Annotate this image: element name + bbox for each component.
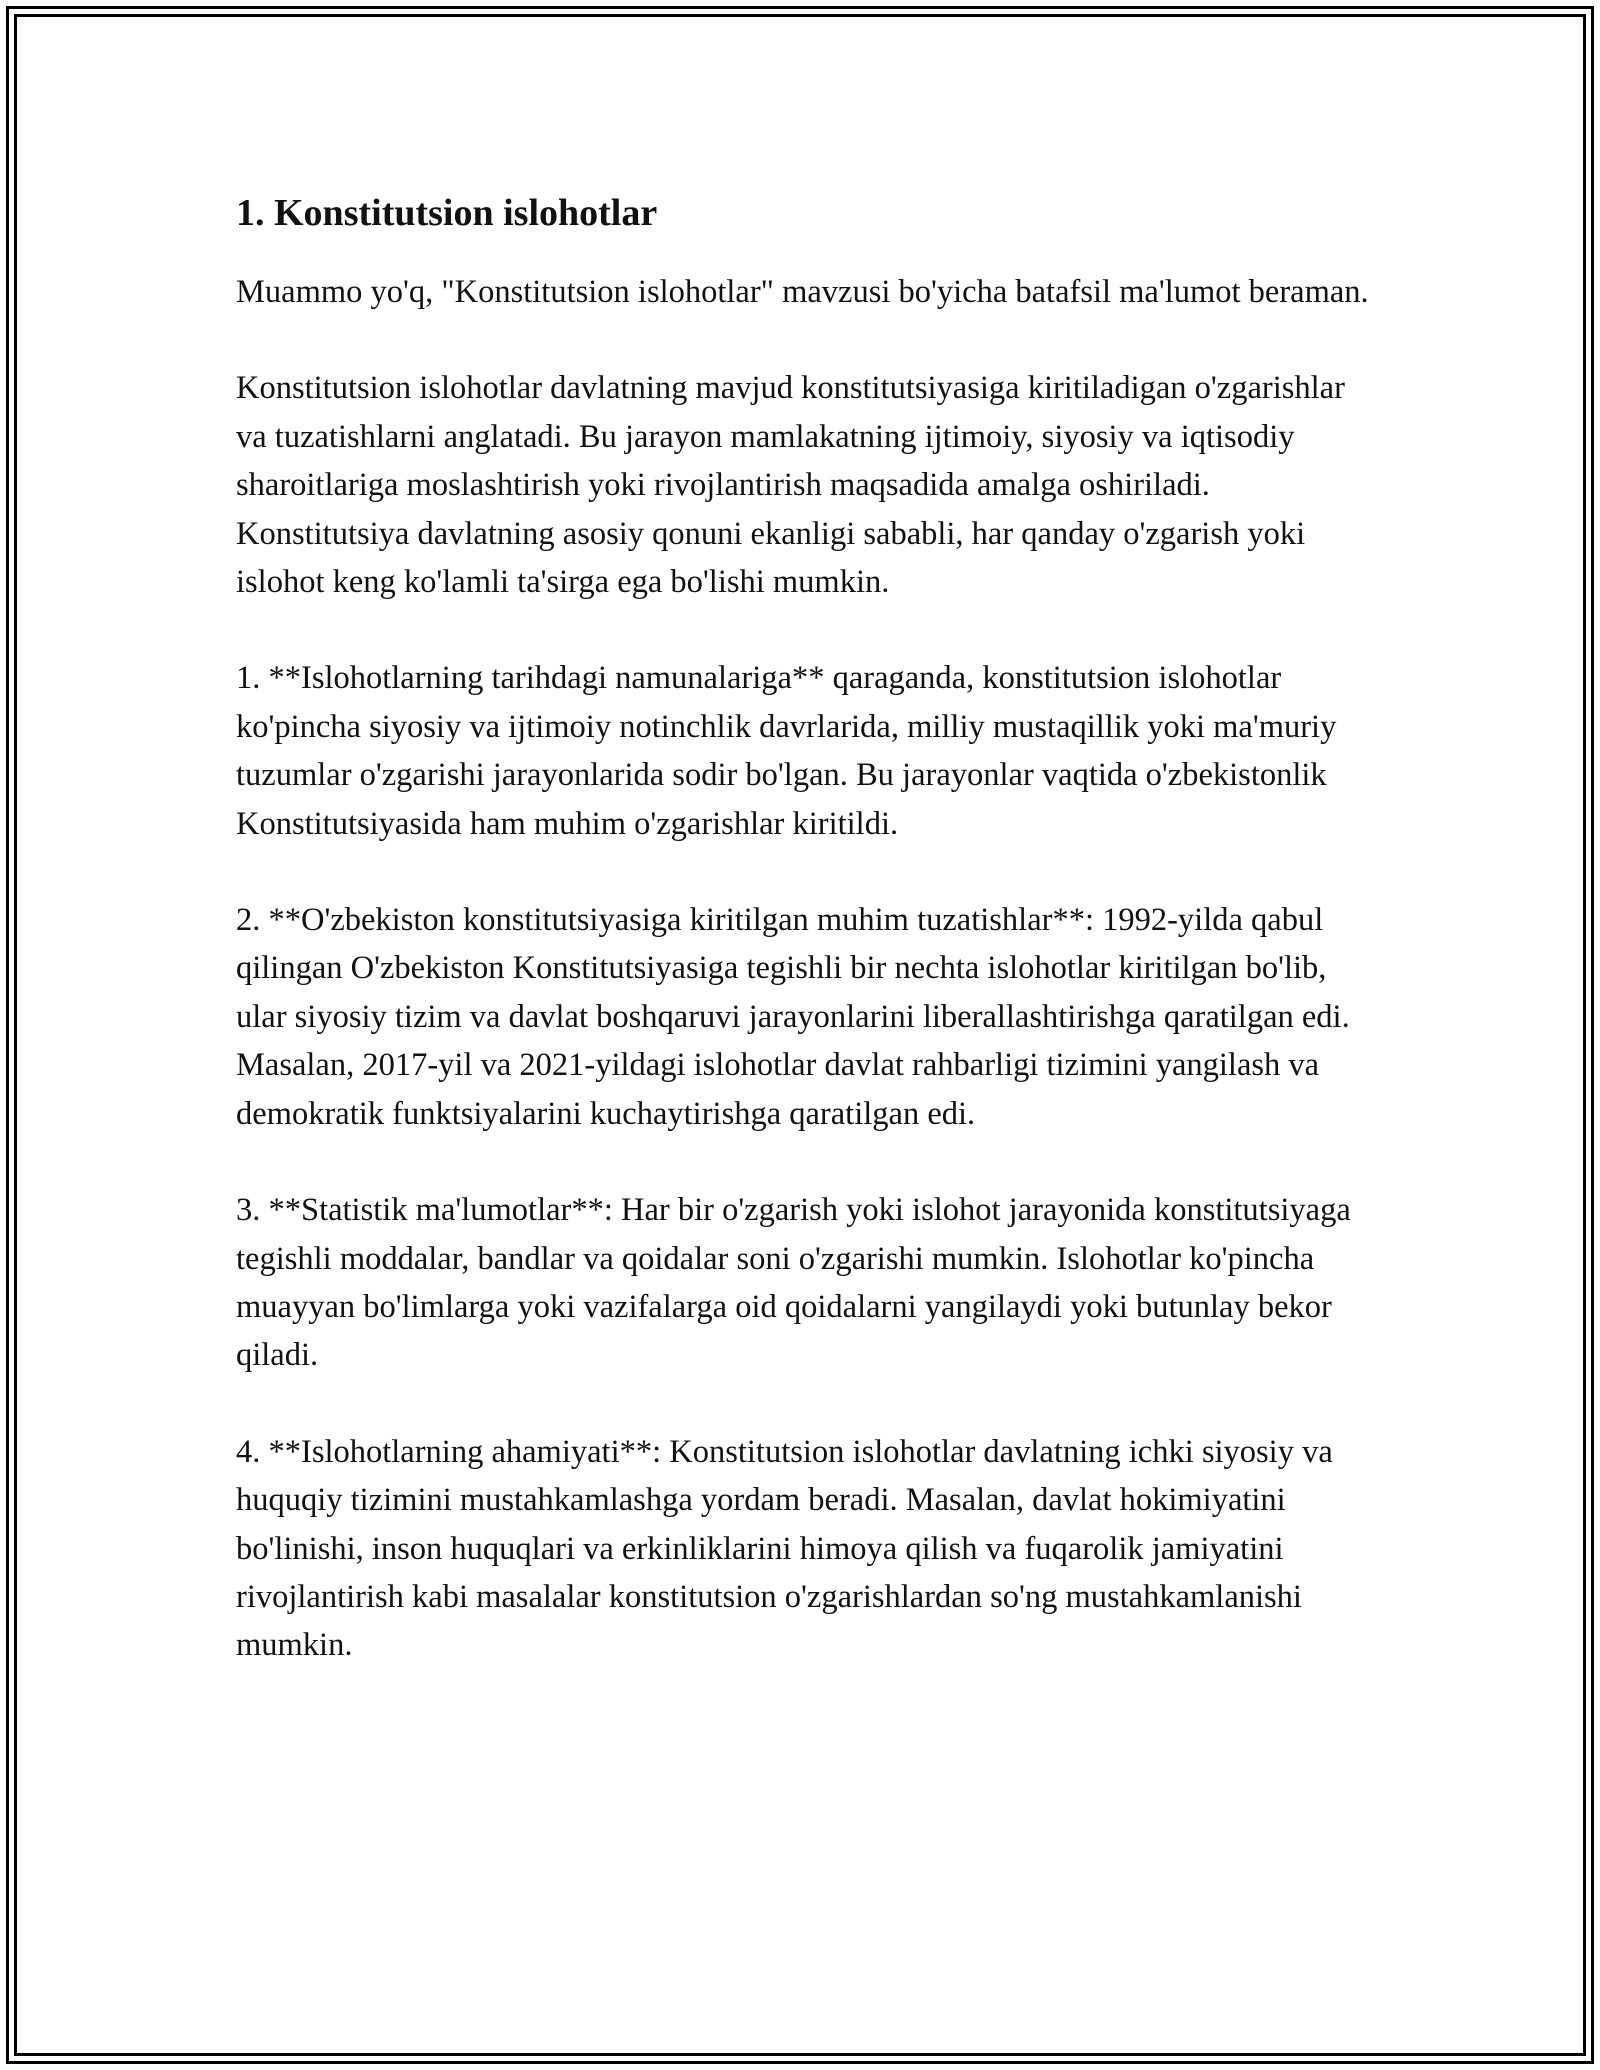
list-item-statistics: 3. **Statistik ma'lumotlar**: Har bir o'zgarish yoki islohot jarayonida konstitutsiyaga tegishli moddalar, bandlar va qoidalar soni o'zgarishi mumkin. Islohotlar ko'pincha muayyan bo'limlarga yoki vazifalarga oid qoidalarni yangilaydi yoki butunlay bekor qiladi. <box>236 1192 1351 1374</box>
definition-paragraph: Konstitutsion islohotlar davlatning mavjud konstitutsiyasiga kiritiladigan o'zgarishlar va tuzatishlarni anglatadi. Bu jarayon mamlakatning ijtimoiy, siyosiy va iqtisodiy sharoitlariga moslashtirish yoki rivojlantirish maqsadida amalga oshiriladi. Konstitutsiya davlatning asosiy qonuni ekanligi sababli, har qanday o'zgarish yoki islohot keng ko'lamli ta'sirga ega bo'lishi mumkin. <box>236 370 1345 601</box>
list-item-historical-examples: 1. **Islohotlarning tarihdagi namunalariga** qaraganda, konstitutsion islohotlar ko'pincha siyosiy va ijtimoiy notinchlik davrlarida, milliy mustaqillik yoki ma'muriy tuzumlar o'zgarishi jarayonlarida sodir bo'lgan. Bu jarayonlar vaqtida o'zbekistonlik Konstitutsiyasida ham muhim o'zgarishlar kiritildi. <box>236 660 1337 842</box>
list-item-importance: 4. **Islohotlarning ahamiyati**: Konstitutsion islohotlar davlatning ichki siyosiy va huquqiy tizimini mustahkamlashga yordam beradi. Masalan, davlat hokimiyatini bo'linishi, inson huquqlari va erkinliklarini himoya qilish va fuqarolik jamiyatini rivojlantirish kabi masalalar konstitutsion o'zgarishlardan so'ng mustahkamlanishi mumkin. <box>236 1433 1333 1664</box>
document-title: 1. Konstitutsion islohotlar <box>236 192 658 234</box>
document-body <box>236 186 1376 1670</box>
list-item-uzbekistan-amendments: 2. **O'zbekiston konstitutsiyasiga kiritilgan muhim tuzatishlar**: 1992-yilda qabul qilingan O'zbekiston Konstitutsiyasiga tegishli bir nechta islohotlar kiritilgan bo'lib, ular siyosiy tizim va davlat boshqaruvi jarayonlarini liberallashtirishga qaratilgan edi. Masalan, 2017-yil va 2021-yildagi islohotlar davlat rahbarligi tizimini yangilash va demokratik funktsiyalarini kuchaytirishga qaratilgan edi. <box>236 902 1350 1132</box>
intro-paragraph: Muammo yo'q, "Konstitutsion islohotlar" mavzusi bo'yicha batafsil ma'lumot beraman. <box>236 274 1369 310</box>
